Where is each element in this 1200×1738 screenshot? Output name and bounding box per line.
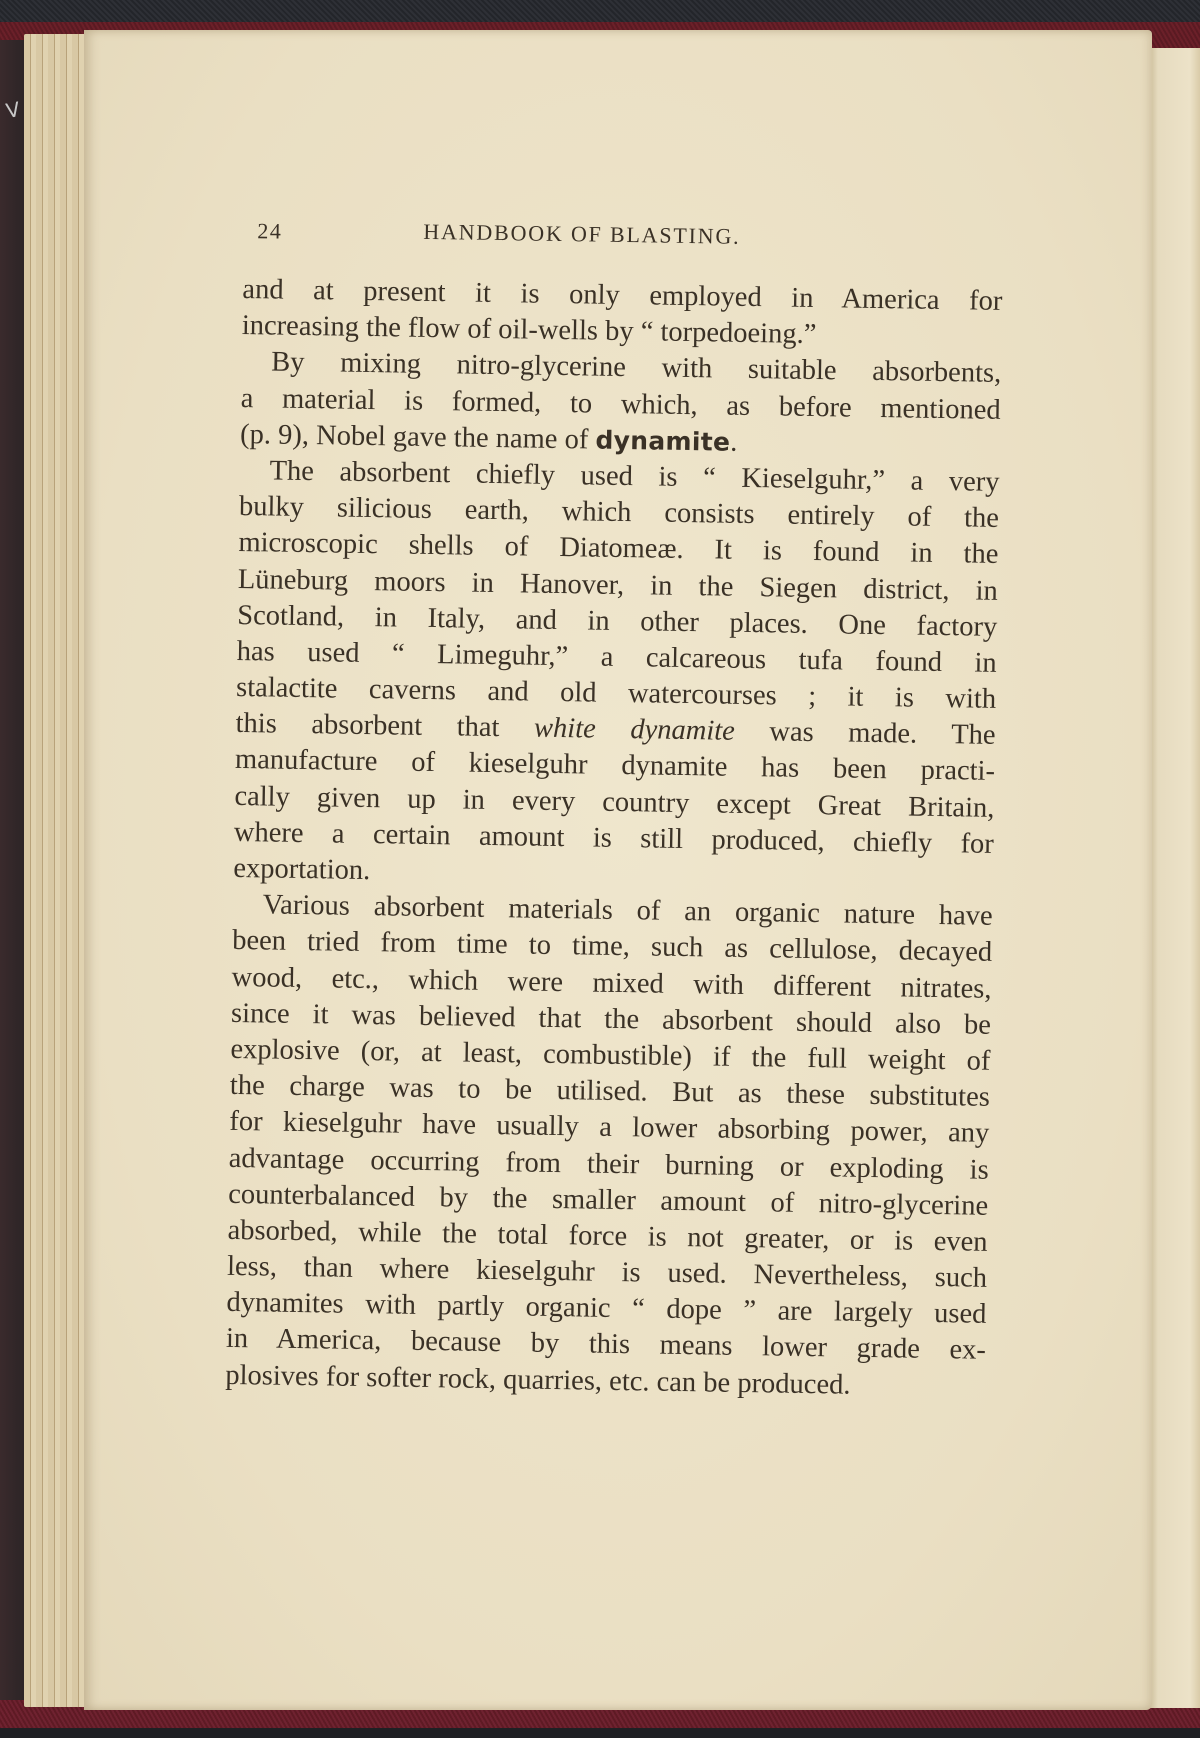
line-text: been tried from time to time, such as cellulose, decayed (231, 925, 993, 969)
line-text: exportation. (233, 852, 371, 887)
line-text: . (730, 426, 738, 458)
spine-mark: V (4, 96, 22, 124)
bold-term: dynamite (595, 425, 731, 457)
line-text: dynamites with partly organic “ dope ” are largely used (226, 1287, 987, 1331)
adjacent-page-edge (1150, 48, 1200, 1708)
line-text: where a certain amount is still produced, chiefly for (233, 816, 995, 860)
running-head (243, 190, 1004, 249)
line-text: since it was believed that the absorbent should also be (230, 997, 992, 1041)
line-text: in America, because by this means lower grade ex- (225, 1323, 987, 1367)
book-cover-bottom (0, 1728, 1200, 1738)
line-text: cally given up in every country except Great Britain, (234, 780, 995, 824)
line-text: for kieselguhr have usually a lower absorbing power, any (229, 1106, 990, 1150)
line-text: By mixing nitro-glycerine with suitable absorbents, (271, 346, 1002, 390)
line-text: Various absorbent materials of an organic nature have (262, 889, 993, 933)
line-text: manufacture of kieselguhr dynamite has been practi- (234, 744, 996, 788)
line-text: this absorbent that (235, 708, 535, 744)
line-text: Lüneburg moors in Hanover, in the Siegen district, in (237, 563, 999, 607)
line-text: has used “ Limeguhr,” a calcareous tufa found in (236, 635, 997, 679)
body-text (225, 272, 1003, 1406)
line-text: wood, etc., which were mixed with different nitrates, (231, 961, 992, 1005)
line-text: The absorbent chiefly used is “ Kieselguhr,” a very (269, 455, 1000, 498)
running-title: HANDBOOK OF BLASTING. (423, 218, 741, 249)
line-text: bulky silicious earth, which consists entirely of the (238, 491, 1000, 535)
line-text: a material is formed, to which, as before mentioned (240, 382, 1001, 426)
line-text: increasing the flow of oil-wells by “ torpedoeing.” (241, 310, 817, 351)
book-page (84, 30, 1152, 1710)
line-text: microscopic shells of Diatomeæ. It is found in the (238, 527, 999, 571)
line-text: advantage occurring from their burning or exploding is (228, 1142, 989, 1186)
line-text: the charge was to be utilised. But as these substitutes (229, 1070, 991, 1113)
italic-term: white dynamite (533, 712, 736, 748)
page-number: 24 (257, 218, 283, 244)
line-text: stalactite caverns and old watercourses ; it is with (235, 672, 997, 715)
line-text: Scotland, in Italy, and in other places. One factory (237, 599, 998, 643)
line-text: explosive (or, at least, combustible) if the full weight of (230, 1033, 991, 1077)
line-text: counterbalanced by the smaller amount of nitro-glycerine (227, 1178, 989, 1222)
line-text: absorbed, while the total force is not greater, or is even (227, 1214, 988, 1258)
line-text: (p. 9), Nobel gave the name of (239, 418, 596, 456)
page-text-block (225, 190, 1004, 1406)
line-text: was made. The (734, 716, 996, 752)
line-text: and at present it is only employed in America for (242, 273, 1003, 317)
line-text: plosives for softer rock, quarries, etc. can be produced. (225, 1359, 851, 1401)
line-text: less, than where kieselguhr is used. Nevertheless, such (226, 1250, 988, 1294)
